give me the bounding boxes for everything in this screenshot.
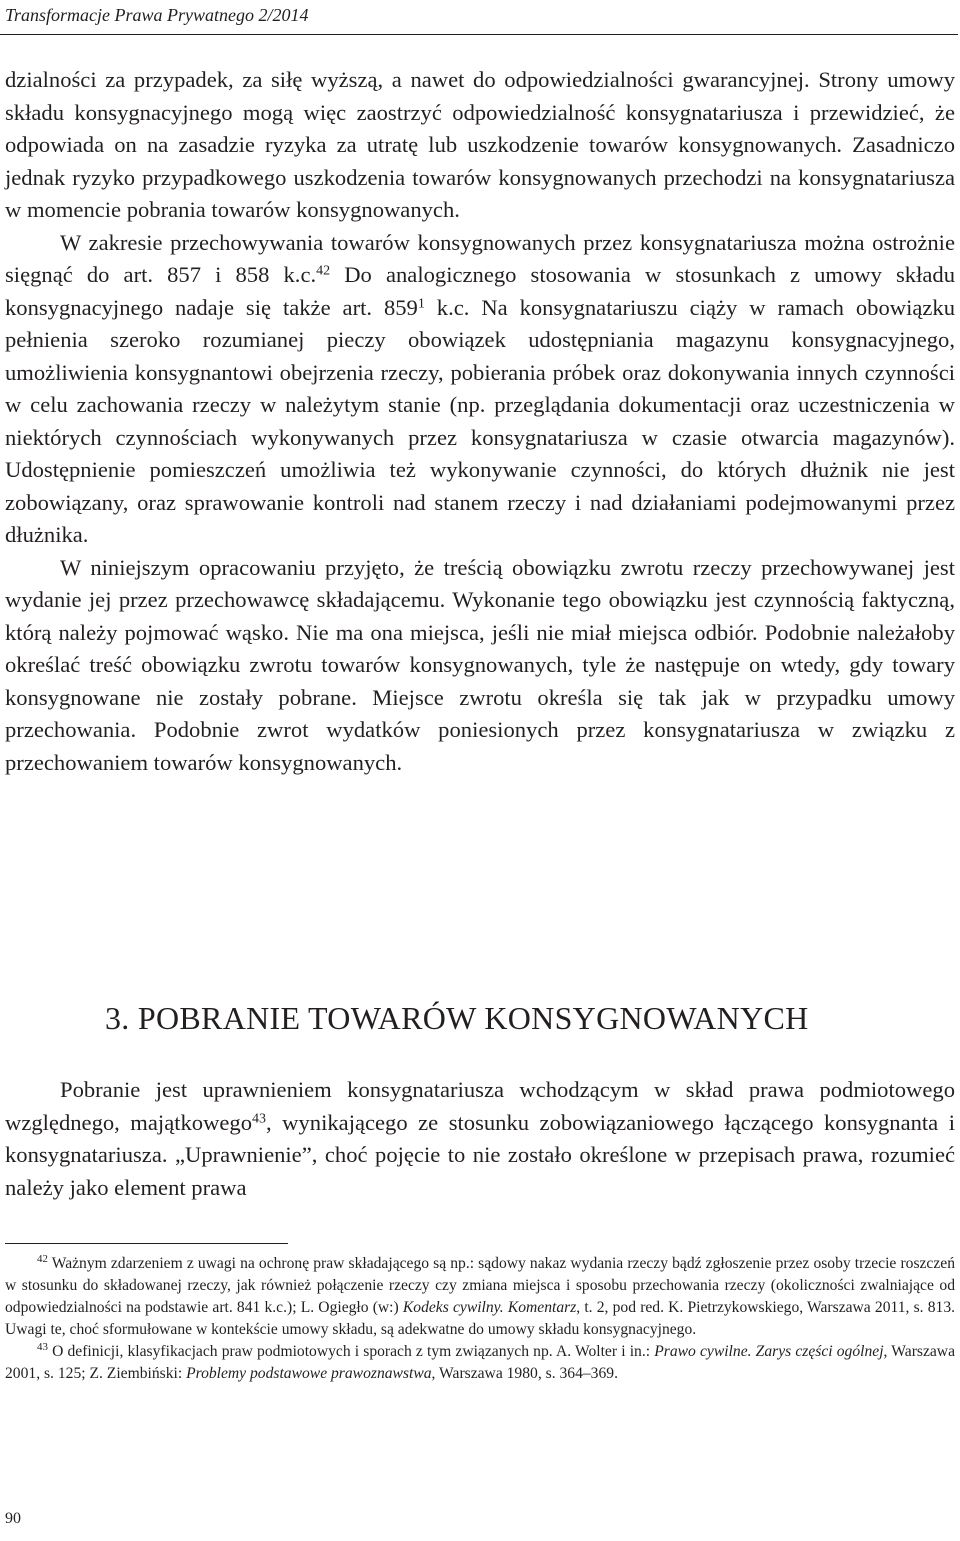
- footnote-ref-42[interactable]: 42: [316, 263, 331, 279]
- paragraph: dzialności za przypadek, za siłę wyższą, a nawet do odpowiedzialności gwarancyjnej. Strony umowy składu konsygnacyjnego mogą więc zaostrzyć odpowiedzialność konsygnatariusza i przewidzieć, że odpowiada on na zasadzie ryzyka za utratę lub uszkodzenie towarów konsygnowanych. Zasadniczo jednak ryzyko przypadkowego uszkodzenia towarów konsygnowanych przechodzi na konsygnatariusza w momencie pobrania towarów konsygnowanych.: [5, 67, 955, 222]
- paragraph: [5, 227, 955, 552]
- paragraph-text: , wynikającego ze stosunku zobowiązaniowego łączącego konsygnanta i konsygnatariusza. „Uprawnienie”, choć pojęcie to nie zostało określone w przepisach prawa, rozumieć należy jako element prawa: [5, 1109, 955, 1200]
- footnote-43: [5, 1341, 955, 1385]
- paragraph-text: k.c. Na konsygnatariuszu ciąży w ramach obowiązku pełnienia szeroko rozumianej pieczy obowiązek udostępniania magazynu konsygnacyjnego, umożliwienia konsygnantowi obejrzenia rzeczy, pobierania próbek oraz dokonywania innych czynności w celu zachowania rzeczy w należytym stanie (np. przeglądania dokumentacji oraz uczestniczenia w niektórych czynnościach wykonywanych przez konsygnatariusza w czasie otwarcia magazynów). Udostępnienie pomieszczeń umożliwia też wykonywanie czynności, do których dłużnik nie jest zobowiązany, oraz sprawowanie kontroli nad stanem rzeczy i nad działaniami podejmowanymi przez dłużnika.: [5, 294, 956, 547]
- footnotes: [5, 1253, 955, 1385]
- section-heading: 3. POBRANIE TOWARÓW KONSYGNOWANYCH: [105, 1000, 809, 1036]
- footnote-text: Ważnym zdarzeniem z uwagi na ochronę praw składającego są np.: sądowy nakaz wydania rzeczy bądź zgłoszenie przez osoby trzecie roszczeń w stosunku do składowanej rzeczy, jak również połączenie rzeczy czy zmiana miejsca i sposobu przechowania rzeczy (okoliczności zwalniające od odpowiedzialności na podstawie art. 841 k.c.); L. Ogiegło (w:): [5, 1255, 955, 1316]
- paragraph: W niniejszym opracowaniu przyjęto, że treścią obowiązku zwrotu rzeczy przechowywanej jest wydanie jej przez przechowawcę składającemu. Wykonanie tego obowiązku jest czynnością faktyczną, którą należy pojmować wąsko. Nie ma ona miejsca, jeśli nie miał miejsca odbiór. Podobnie należałoby określać treść obowiązku zwrotu towarów konsygnowanych, tyle że następuje on wtedy, gdy towary konsygnowane nie zostały pobrane. Miejsce zwrotu określa się tak jak w przypadku umowy przechowania. Podobnie zwrot wydatków poniesionych przez konsygnatariusza w związku z przechowaniem towarów konsygnowanych.: [5, 554, 955, 775]
- page-number: 90: [5, 1510, 21, 1527]
- cited-title: Problemy podstawowe prawoznawstwa: [186, 1365, 432, 1382]
- header-divider: [0, 34, 958, 35]
- footnote-text: O definicji, klasyfikacjach praw podmiotowych i sporach z tym związanych np. A. Wolter i in.:: [47, 1343, 655, 1360]
- footnote-text: , Warszawa 1980, s. 364–369.: [431, 1365, 618, 1382]
- footnote-number: 43: [37, 1341, 48, 1353]
- main-text-block: [5, 64, 955, 779]
- paragraph: [5, 1074, 955, 1204]
- footnote-ref-43[interactable]: 43: [252, 1110, 267, 1126]
- paragraph-text: Pobranie jest uprawnieniem konsygnatariusza wchodzącym w skład prawa podmiotowego względnego, majątkowego: [5, 1077, 955, 1135]
- footnote-number: 42: [37, 1253, 48, 1265]
- article-superscript: 1: [417, 295, 425, 311]
- paragraph-text: W zakresie przechowywania towarów konsygnowanych przez konsygnatariusza można ostrożnie sięgnąć do art. 857 i 858 k.c.: [5, 229, 955, 287]
- footnote-divider: [5, 1243, 288, 1244]
- cited-title: Kodeks cywilny. Komentarz: [402, 1299, 577, 1316]
- footnote-text: , t. 2, pod red. K. Pietrzykowskiego, Warszawa 2011, s. 813. Uwagi te, choć sformułowane w kontekście umowy składu, są adekwatne do umowy składu konsygnacyjnego.: [5, 1299, 956, 1338]
- footnote-42: [5, 1253, 955, 1341]
- section-text-block: [5, 1074, 955, 1204]
- cited-title: Prawo cywilne. Zarys części ogólnej: [654, 1343, 884, 1360]
- paragraph-text: Do analogicznego stosowania w stosunkach z umowy składu konsygnacyjnego nadaje się także art. 859: [5, 262, 955, 320]
- running-title: Transformacje Prawa Prywatnego 2/2014: [5, 5, 309, 25]
- footnote-text: , Warszawa 2001, s. 125; Z. Ziembiński:: [5, 1343, 955, 1382]
